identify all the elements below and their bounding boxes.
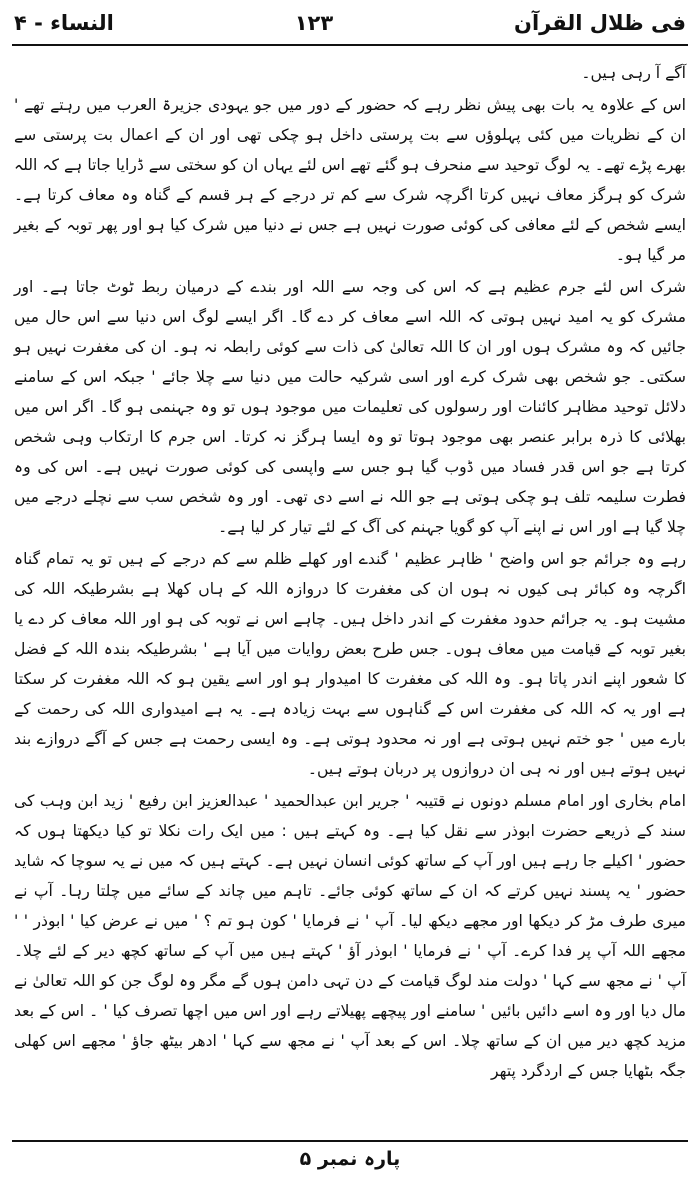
page-footer bbox=[0, 1148, 700, 1180]
paragraph-jews-context: اس کے علاوہ یہ بات بھی پیش نظر رہے کہ حضور کے دور میں جو یہودی جزیرۃ العرب میں رہتے تھے ' ان کے نظریات میں کئی پہلوؤں سے بت پرستی داخل ہو چکی تھی اور ان کے اعمال بت پرستی سے بھرے پڑے تھے۔ یہ لوگ توحید سے منحرف ہو گئے تھے اس لئے یہاں ان کو سختی سے ڈرایا جاتا ہے کہ اللہ شرک کو ہرگز معاف نہیں کرتا اگرچہ شرک سے کم تر درجے کے ہر قسم کے گناہ وہ معاف کرتا ہے۔ ایسے شخص کے لئے معافی کی کوئی صورت نہیں ہے جس نے دنیا میں شرک کیا ہو اور پھر توبہ کے بغیر مر گیا ہو۔ bbox=[14, 96, 686, 264]
page-number: ۱۲۳ bbox=[294, 11, 334, 35]
paragraph-lesser-sins: رہے وہ جرائم جو اس واضح ' ظاہر عظیم ' گندے اور کھلے ظلم سے کم درجے کے ہیں تو یہ تمام گناہ اگرچہ وہ کبائر ہی کیوں نہ ہوں ان کی مغفرت کا دروازہ اللہ کے ہاں کھلا ہے بشرطیکہ اللہ کی مشیت ہو۔ یہ جرائم حدود مغفرت کے اندر داخل ہیں۔ چاہے اس نے توبہ کی ہو اور اللہ معاف کر دے یا بغیر توبہ کے قیامت میں معاف ہوں۔ جس طرح بعض روایات میں آیا ہے ' بشرطیکہ بندہ اللہ کے فضل کا شعور اپنے اندر پاتا ہو۔ وہ اللہ کی مغفرت کا امیدوار ہو اور اسے یقین ہو کہ اللہ مغفرت کر سکتا ہے اور یہ کہ اللہ کی مغفرت اس کے گناہوں سے بہت زیادہ ہے۔ یہ ہے امیدواری اللہ کی رحمت کے بارے میں ' جو ختم نہیں ہوتی ہے اور نہ محدود ہوتی ہے۔ وہ ایسی رحمت ہے جس کے آگے دروازے بند نہیں ہوتے ہیں اور نہ ہی ان دروازوں پر دربان ہوتے ہیں۔ bbox=[14, 550, 686, 778]
paragraph-shirk-crime: شرک اس لئے جرم عظیم ہے کہ اس کی وجہ سے اللہ اور بندے کے درمیان ربط ٹوٹ جاتا ہے۔ اور مشرک کو یہ امید نہیں ہوتی کہ اللہ اسے معاف کر دے گا۔ اگر ایسے لوگ اس دنیا سے اس حال میں جائیں کہ وہ مشرک ہوں اور ان کا اللہ تعالیٰ کی ذات سے کوئی رابطہ نہ ہو۔ ان کی مغفرت نہیں ہو سکتی۔ جو شخص بھی شرک کرے اور اسی شرکیہ حالت میں دنیا سے چلا جائے ' جبکہ اس کے سامنے دلائل توحید مظاہر کائنات اور رسولوں کی تعلیمات میں موجود ہوں تو وہ جہنمی ہو گا۔ اگر اس میں بھلائی کا ذرہ برابر عنصر بھی موجود ہوتا تو وہ ایسا ہرگز نہ کرتا۔ اس جرم کا ارتکاب وہی شخص کرتا ہے جو اس قدر فساد میں ڈوب گیا ہو جس سے واپسی کی کوئی صورت نہیں ہے۔ اس کی وہ فطرت سلیمہ تلف ہو چکی ہوتی ہے جو اللہ نے اسے دی تھی۔ اور وہ شخص سب سے نچلے درجے میں چلا گیا ہے اور اس نے اپنے آپ کو گویا جہنم کی آگ کے لئے تیار کر لیا ہے۔ bbox=[14, 278, 686, 536]
paragraph-continuation: آگے آ رہی ہیں۔ bbox=[581, 64, 686, 82]
para-number-label: پارہ نمبر ۵ bbox=[299, 1148, 401, 1170]
header-divider bbox=[12, 44, 688, 46]
paragraph-hadith-abu-dharr: امام بخاری اور امام مسلم دونوں نے قتیبہ ' جریر ابن عبدالحمید ' عبدالعزیز ابن رفیع ' زید ابن وہب کی سند کے ذریعے حضرت ابوذر سے نقل کیا ہے۔ وہ کہتے ہیں : میں ایک رات نکلا تو کیا دیکھتا ہوں کہ حضور ' اکیلے جا رہے ہیں اور آپ کے ساتھ کوئی انسان نہیں ہے۔ کہتے ہیں کہ میں نے یہ سوچا کہ شاید حضور ' یہ پسند نہیں کرتے کہ ان کے ساتھ کوئی جائے۔ تاہم میں چاند کے سائے میں چلتا رہا۔ آپ نے میری طرف مڑ کر دیکھا اور مجھے دیکھ لیا۔ آپ ' نے فرمایا ' کون ہو تم ؟ ' میں نے عرض کیا ' ابوذر ' ' مجھے اللہ آپ پر فدا کرے۔ آپ ' نے فرمایا ' ابوذر آؤ ' کہتے ہیں میں آپ کے ساتھ کچھ دیر کے لئے چلا۔ آپ ' نے مجھ سے کہا ' دولت مند لوگ قیامت کے دن تہی دامن ہوں گے مگر وہ لوگ جن کو اللہ تعالیٰ نے مال دیا اور وہ اسے دائیں بائیں ' سامنے اور پیچھے پھیلاتے رہے اور اس میں اچھا تصرف کیا ' ۔ اس کے بعد مزید کچھ دیر میں ان کے ساتھ چلا۔ اس کے بعد آپ ' نے مجھ سے کہا ' ادھر بیٹھ جاؤ ' مجھے اس کھلی جگہ بٹھایا جس کے اردگرد پتھر bbox=[14, 792, 686, 1080]
footer-divider bbox=[12, 1140, 688, 1142]
book-title: فی ظلال القرآن bbox=[514, 11, 686, 35]
body-text bbox=[14, 58, 686, 1088]
page-header bbox=[14, 4, 686, 42]
surah-label: النساء - ۴ bbox=[14, 11, 114, 35]
